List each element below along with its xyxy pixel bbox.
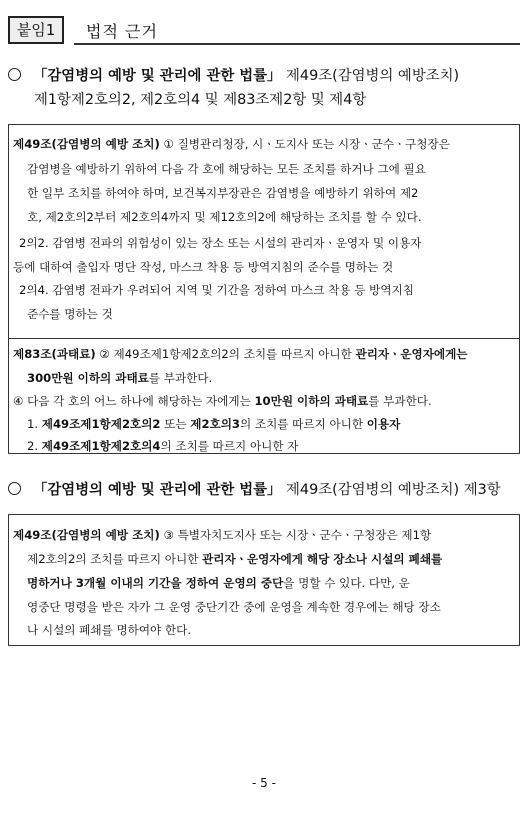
article-83-line1 (13, 346, 468, 362)
fine-amount-300: 300만원 이하의 과태료 (27, 371, 149, 385)
law-reference-1-line1 (8, 64, 523, 88)
item-2-2-line2: 등에 대하여 출입자 명단 작성, 마스크 착용 등 방역지침의 준수를 명하는 것 (13, 260, 394, 274)
article-83-para4 (13, 393, 432, 409)
item1-user: 이용자 (366, 417, 401, 431)
line2-emphasis: 관리자ㆍ운영자에게 해당 장소나 시설의 폐쇄를 (202, 552, 443, 566)
article-83-item2 (27, 438, 298, 454)
header-title: 법적 근거 (86, 22, 158, 41)
law-text-box-2 (8, 514, 520, 646)
item-2-4-line1: 2의4. 감염병 전파가 우려되어 지역 및 기간을 정하여 마스크 착용 등 방역지침 (19, 283, 414, 297)
item2-ref: 제49조제1항제2호의4 (41, 439, 161, 453)
article-83-line2 (27, 370, 212, 386)
law-article-2: 제49조(감염병의 예방조치) 제3항 (281, 482, 501, 498)
law-article: 제49조(감염병의 예방조치) (281, 68, 460, 84)
para4-text: ④ 다음 각 호의 어느 하나에 해당하는 자에게는 (13, 394, 255, 408)
line3-emphasis: 명하거나 3개월 이내의 기간을 정하여 운영의 중단 (27, 576, 284, 590)
item1-ref2: 제2호의3 (190, 417, 240, 431)
law-reference-1-line2: 제1항제2호의2, 제2호의4 및 제83조제2항 및 제4항 (34, 92, 367, 108)
law-reference-1 (8, 64, 523, 112)
article-83-text: ② 제49조제1항제2호의2의 조치를 따르지 아니한 (95, 347, 356, 361)
article-83-emphasis: 관리자ㆍ운영자에게는 (355, 347, 468, 361)
article-49-line3: 한 일부 조치를 하여야 하며, 보건복지부장관은 감염병을 예방하기 위하여 제2 (27, 186, 419, 200)
article-49-title: 제49조(감염병의 예방 조치) (13, 137, 160, 151)
article-83-item1 (27, 416, 400, 432)
item-2-2-line1: 2의2. 감염병 전파의 위험성이 있는 장소 또는 시설의 관리자ㆍ운영자 및 이용자 (19, 236, 422, 250)
article-49-block (9, 125, 519, 339)
item1-or: 또는 (160, 417, 191, 431)
attachment-tag: 붙임1 (8, 16, 64, 44)
article-49-3-text: ③ 특별자치도지사 또는 시장ㆍ군수ㆍ구청장은 제1항 (159, 528, 432, 542)
fine-amount-10: 10만원 이하의 과태료 (254, 394, 369, 408)
article-49-3-line5: 나 시설의 폐쇄를 명하여야 한다. (27, 623, 192, 637)
section-header (8, 16, 520, 46)
article-83-title: 제83조(과태료) (13, 347, 96, 361)
article-49-line4: 호, 제2호의2부터 제2호의4까지 및 제12호의2에 해당하는 조치를 할 수 있다. (27, 210, 422, 224)
line3-text: 을 명할 수 있다. 다만, 운 (283, 576, 410, 590)
law-name-2: 「감염병의 예방 및 관리에 관한 법률」 (33, 482, 282, 498)
circle-bullet-icon (8, 482, 21, 495)
law-text-box-1 (8, 124, 520, 454)
para4-tail: 를 부과한다. (368, 394, 432, 408)
article-49-3-line2 (27, 551, 442, 567)
item2-text: 의 조치를 따르지 아니한 자 (160, 439, 299, 453)
article-49-3-line3 (27, 575, 410, 591)
item1-number: 1. (27, 417, 42, 431)
law-name: 「감염병의 예방 및 관리에 관한 법률」 (33, 68, 282, 84)
header-underline (74, 43, 520, 45)
law-reference-2 (8, 478, 501, 499)
page-number: - 5 - (252, 776, 276, 790)
item-2-4-line2: 준수를 명하는 것 (27, 307, 113, 321)
article-83-line2-text: 를 부과한다. (148, 371, 213, 385)
line2-text: 제2호의2의 조치를 따르지 아니한 (27, 552, 203, 566)
article-49-3-line4: 영중단 명령을 받은 자가 그 운영 중단기간 중에 운영을 계속한 경우에는 해당 장소 (27, 600, 441, 614)
article-49-3-title: 제49조(감염병의 예방 조치) (13, 528, 160, 542)
item2-number: 2. (27, 439, 42, 453)
circle-bullet-icon (8, 68, 21, 81)
article-49-line2: 감염병을 예방하기 위하여 다음 각 호에 해당하는 모든 조치를 하거나 그에 필요 (27, 162, 426, 176)
article-49-text: ① 질병관리청장, 시ㆍ도지사 또는 시장ㆍ군수ㆍ구청장은 (159, 137, 450, 151)
item1-ref1: 제49조제1항제2호의2 (41, 417, 161, 431)
article-49-3-line1 (13, 527, 431, 543)
item1-text: 의 조치를 따르지 아니한 (240, 417, 367, 431)
article-49-line1 (13, 136, 450, 152)
